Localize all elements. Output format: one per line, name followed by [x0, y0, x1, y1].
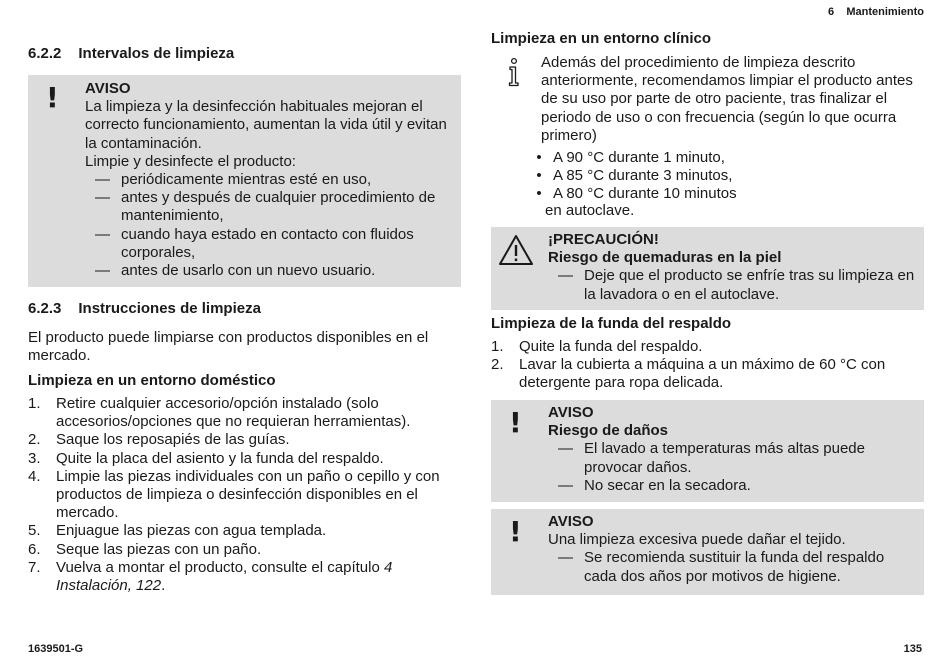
list-item: 5. Enjuague las piezas con agua templada.: [28, 522, 327, 540]
notice-text: La limpieza y la desinfección habituales mejoran el correcto funcionamiento, aumentan la vida útil y evitan la contaminación.: [85, 98, 447, 152]
notice-box-cleaning-intervals: [28, 75, 461, 287]
list-item: — antes y después de cualquier procedimiento de mantenimiento,: [95, 189, 436, 225]
notice-box-fabric: [491, 509, 924, 595]
section-title: Instrucciones de limpieza: [78, 300, 261, 317]
list-item: 1. Retire cualquier accesorio/opción instalado (solo accesorios/opciones que no requieran herramientas).: [28, 395, 411, 431]
clinical-cleaning-heading: Limpieza en un entorno clínico: [491, 30, 712, 47]
notice-title: AVISO: [548, 404, 594, 421]
bullet-icon: •: [536, 185, 542, 203]
warning-triangle-icon: [498, 234, 534, 271]
backrest-steps-list: [491, 338, 911, 393]
list-item: • A 90 °C durante 1 minuto,: [532, 149, 832, 167]
notice-intro: Limpie y desinfecte el producto:: [85, 152, 296, 170]
list-item: — antes de usarlo con un nuevo usuario.: [95, 262, 376, 280]
list-item: 1. Quite la funda del respaldo.: [491, 338, 703, 355]
section-number: 6.2.2: [28, 45, 62, 62]
page-number: 135: [903, 643, 922, 655]
dash-icon: —: [558, 476, 573, 494]
list-item: 7. Vuelva a montar el producto, consulte el capítulo 4 Instalación, 122.: [28, 558, 393, 595]
list-item: — cuando haya estado en contacto con fluidos corporales,: [95, 225, 414, 261]
intro-paragraph: El producto puede limpiarse con productos disponibles en el mercado.: [28, 329, 429, 365]
cross-reference-link[interactable]: 4 Instalación, 122: [56, 558, 393, 595]
dash-icon: —: [558, 267, 573, 285]
temperature-list: [532, 149, 832, 204]
bullet-icon: •: [536, 149, 542, 166]
dash-icon: —: [558, 440, 573, 458]
exclamation-icon: !: [509, 515, 522, 548]
notice-box-damage: [491, 400, 924, 502]
chapter-number: 6: [828, 6, 835, 18]
list-item: 4. Limpie las piezas individuales con un paño o cepillo y con productos de limpieza o desinfección disponibles en el mercado.: [28, 467, 440, 522]
exclamation-icon: !: [509, 406, 522, 439]
notice-title: AVISO: [548, 513, 594, 530]
chapter-title: Mantenimiento: [846, 6, 924, 18]
section-title: Intervalos de limpieza: [78, 45, 235, 62]
dash-icon: —: [558, 549, 573, 567]
list-item: 6. Seque las piezas con un paño.: [28, 540, 262, 558]
list-item: • A 80 °C durante 10 minutos: [532, 185, 832, 203]
list-item: 3. Quite la placa del asiento y la funda del respaldo.: [28, 449, 384, 467]
list-item: 2. Lavar la cubierta a máquina a un máximo de 60 °C con detergente para ropa delicada.: [491, 356, 886, 392]
list-item: — periódicamente mientras esté en uso,: [95, 171, 372, 189]
list-item: • A 85 °C durante 3 minutos,: [532, 167, 832, 185]
notice-text: Una limpieza excesiva puede dañar el tejido.: [548, 531, 846, 549]
dash-icon: —: [95, 225, 110, 243]
caution-title: ¡PRECAUCIÓN!: [548, 231, 659, 248]
dash-icon: —: [95, 189, 110, 207]
caution-box: [491, 227, 924, 310]
list-item: — Deje que el producto se enfríe tras su limpieza en la lavadora o en el autoclave.: [558, 267, 915, 303]
section-number: 6.2.3: [28, 300, 62, 317]
caution-subtitle: Riesgo de quemaduras en la piel: [548, 249, 782, 267]
info-icon: [506, 57, 522, 87]
dash-icon: —: [95, 171, 110, 189]
list-item: — Se recomienda sustituir la funda del respaldo cada dos años por motivos de higiene.: [558, 549, 885, 585]
backrest-cover-heading: Limpieza de la funda del respaldo: [491, 315, 732, 332]
domestic-cleaning-heading: Limpieza en un entorno doméstico: [28, 372, 276, 389]
domestic-steps-list: [28, 395, 448, 595]
exclamation-icon: !: [46, 81, 59, 114]
section-heading-6-2-3: [28, 300, 261, 317]
list-item: 2. Saque los reposapiés de las guías.: [28, 431, 290, 449]
list-item: — No secar en la secadora.: [558, 476, 751, 494]
document-id: 1639501-G: [28, 643, 84, 655]
bullet-icon: •: [536, 167, 542, 185]
list-item: — El lavado a temperaturas más altas puede provocar daños.: [558, 440, 865, 476]
running-header: [828, 6, 924, 18]
autoclave-note: en autoclave.: [545, 202, 635, 219]
clinical-paragraph: Además del procedimiento de limpieza descrito anteriormente, recomendamos limpiar el producto antes de su uso por parte de otro paciente, tras finalizar el periodo de uso o con frecuencia (según lo que ocurra primero): [541, 54, 913, 144]
notice-subtitle: Riesgo de daños: [548, 422, 669, 440]
notice-title: AVISO: [85, 80, 131, 97]
dash-icon: —: [95, 262, 110, 280]
section-heading-6-2-2: [28, 45, 234, 62]
